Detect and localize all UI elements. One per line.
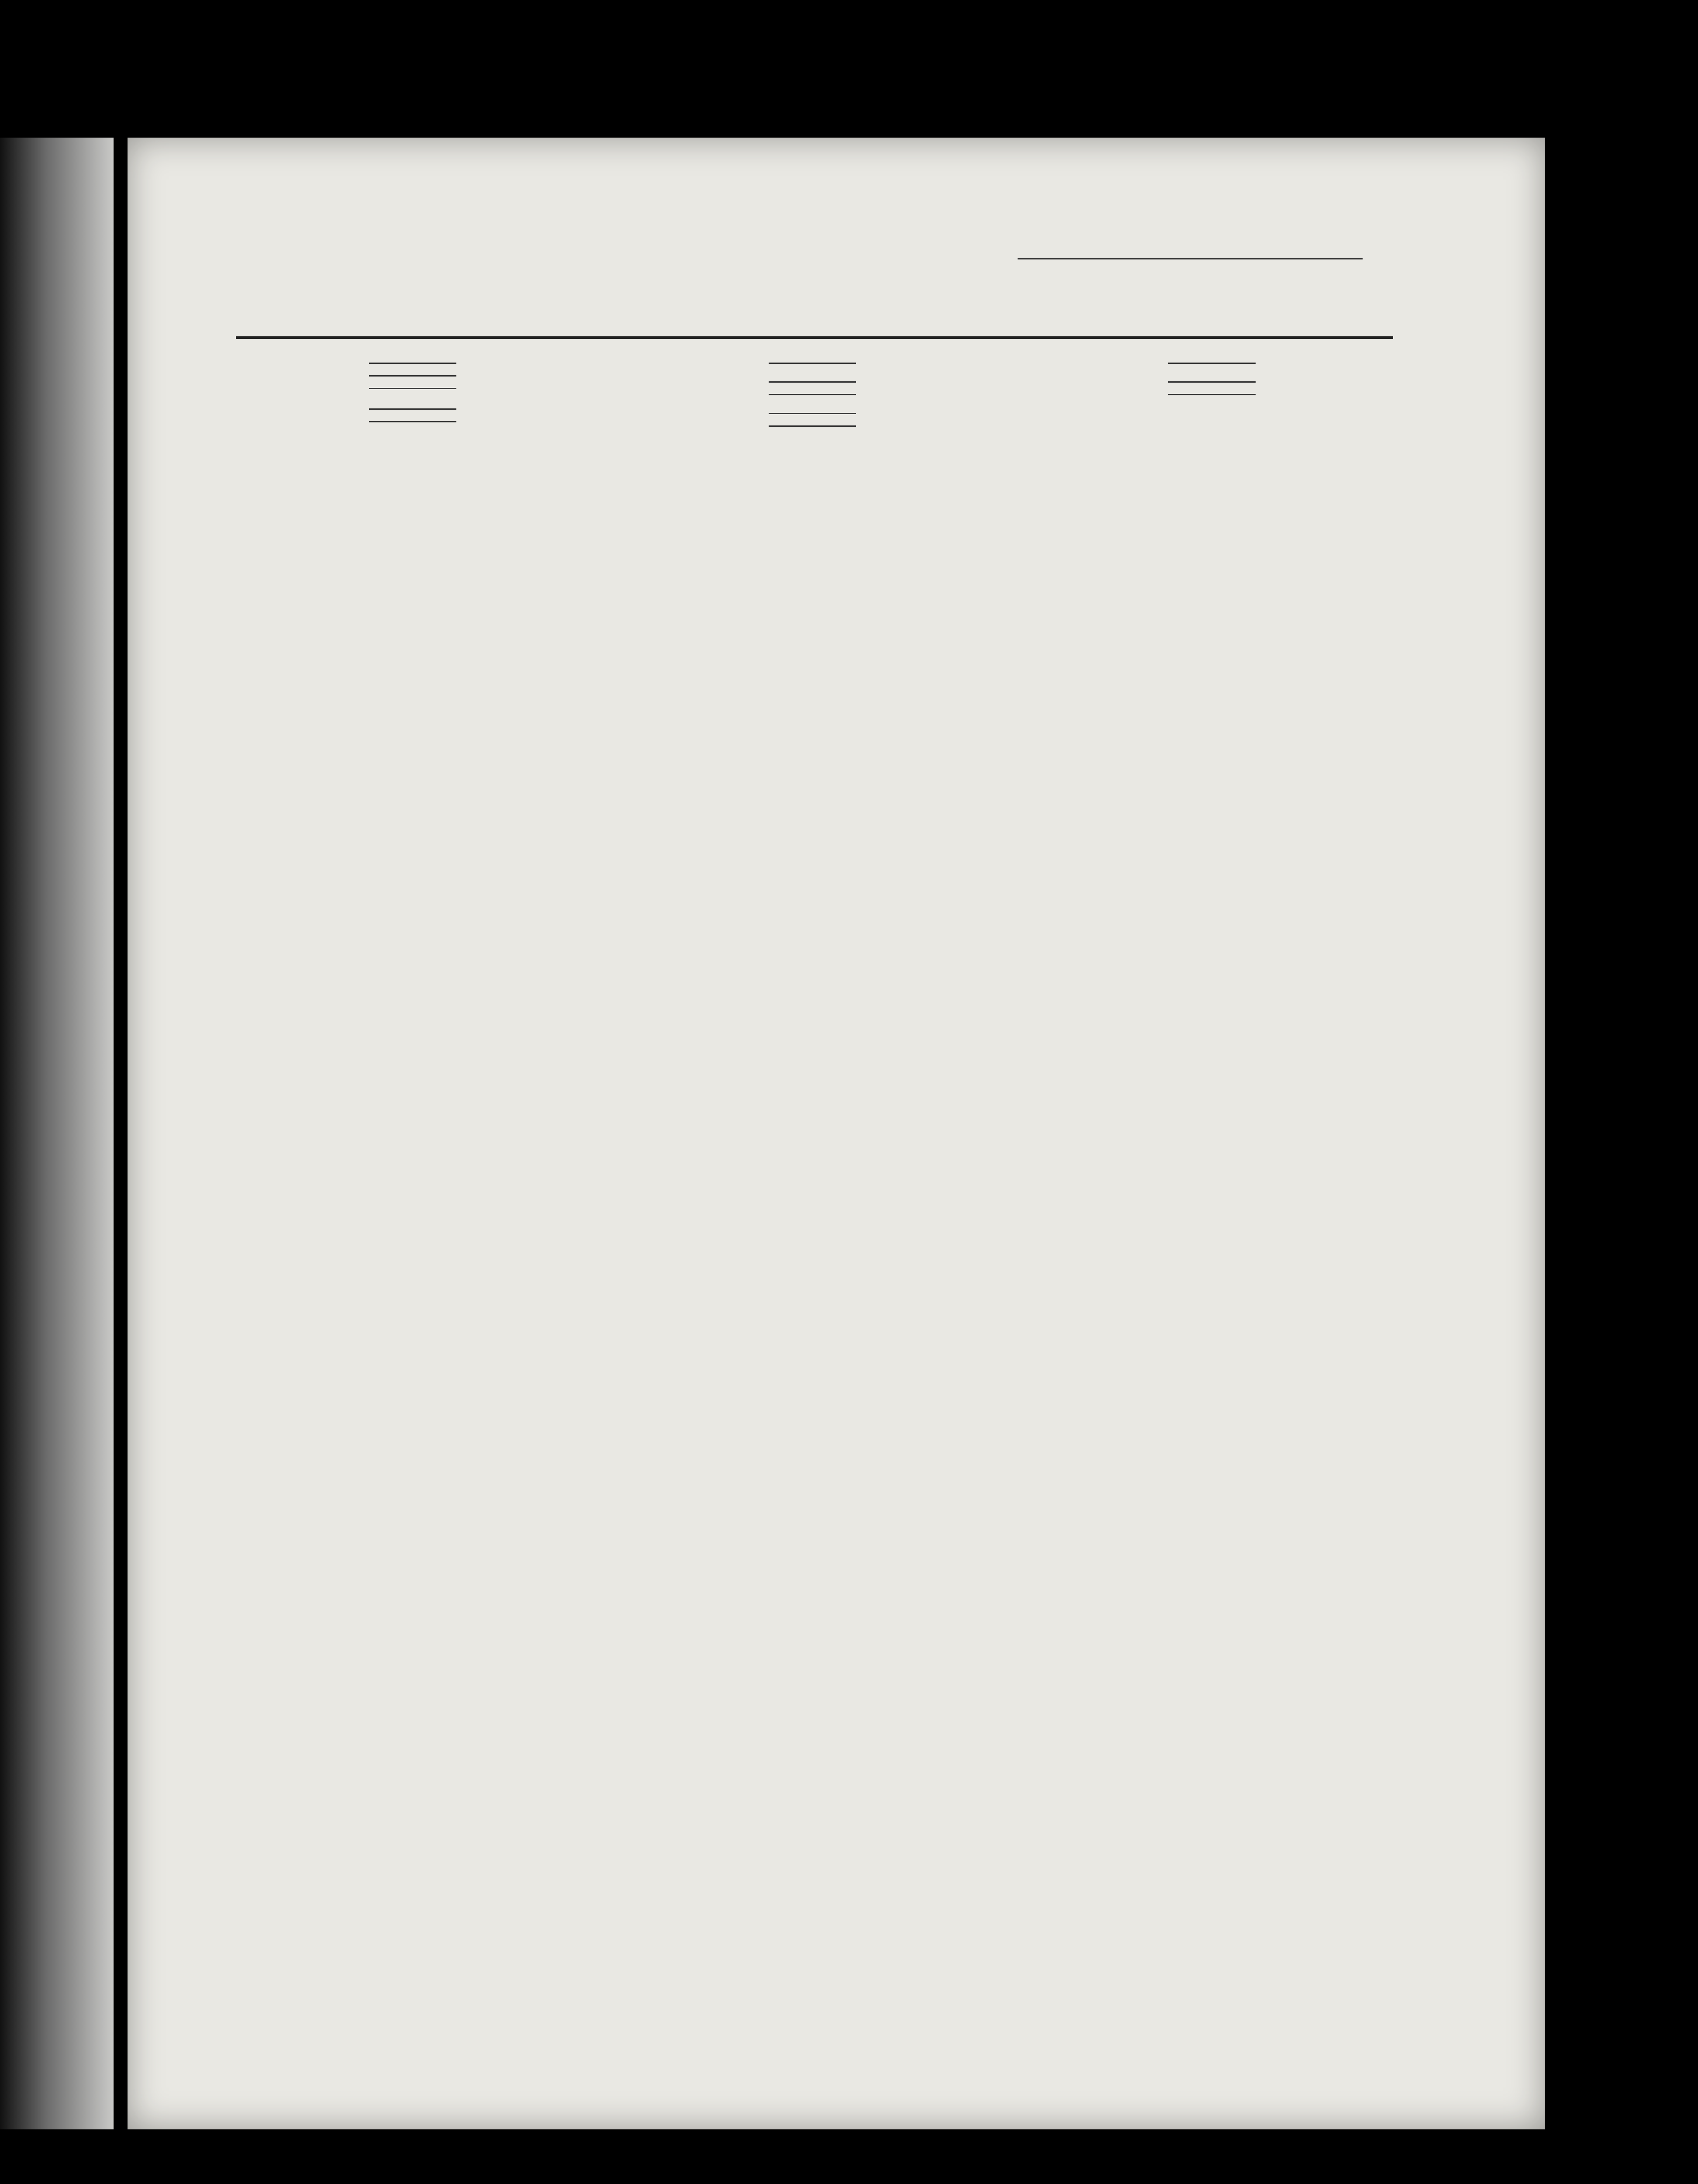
header-rule [1018,258,1363,259]
title-rule [369,363,456,364]
section-separator [1168,381,1256,383]
title-rule [369,421,456,422]
newspaper-page [128,138,1545,2129]
adjacent-page-edge [0,138,114,2129]
title-rule [769,425,856,427]
title-rule [769,394,856,395]
masthead-rule [236,336,1393,339]
column-3 [1022,358,1402,401]
title-rule [1168,394,1256,395]
column-1 [223,358,603,429]
title-rule [1168,363,1256,364]
section-separator [769,413,856,414]
title-rule [369,388,456,389]
section-separator [369,408,456,410]
column-2 [622,358,1002,433]
section-separator [369,375,456,377]
title-rule [769,363,856,364]
section-separator [769,381,856,383]
